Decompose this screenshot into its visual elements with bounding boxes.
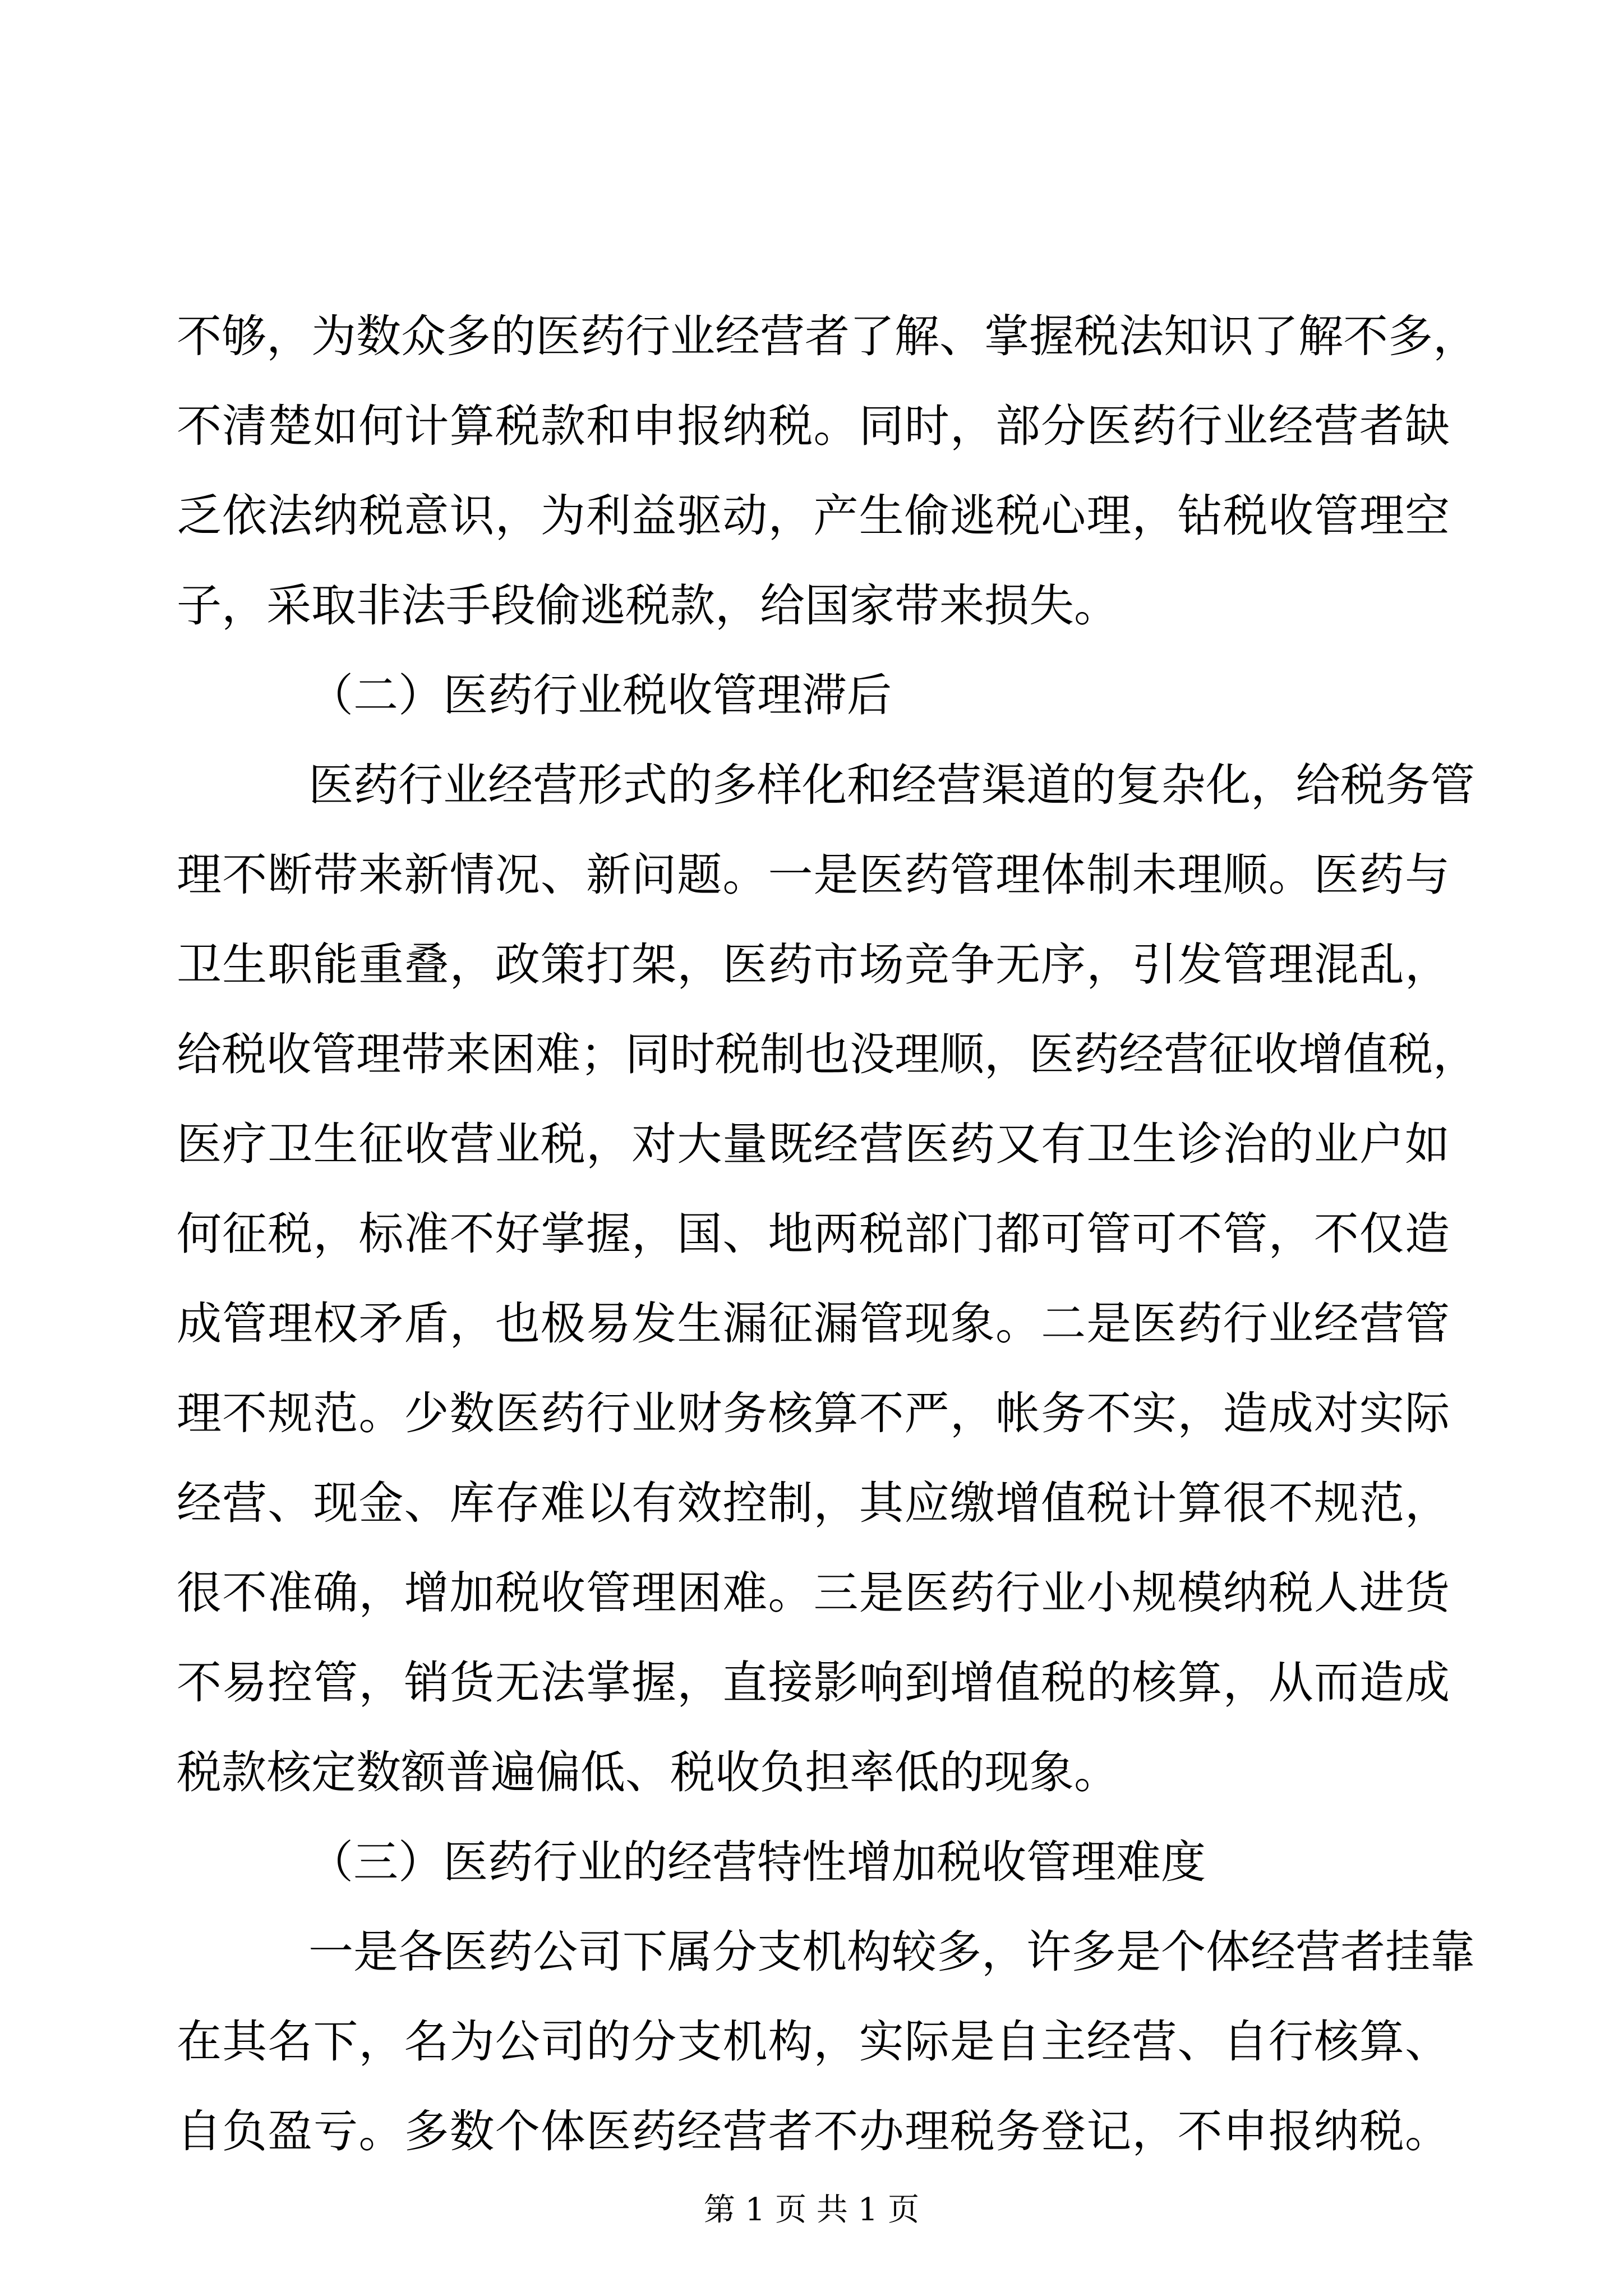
body-text-line: 不清楚如何计算税款和申报纳税。同时，部分医药行业经营者缺 (177, 400, 1450, 452)
body-text-line: 卫生职能重叠，政策打架，医药市场竞争无序，引发管理混乱， (177, 938, 1450, 991)
body-text-line: 给税收管理带来困难；同时税制也没理顺，医药经营征收增值税， (177, 1028, 1478, 1080)
paragraph-first-line: 医药行业经营形式的多样化和经营渠道的复杂化，给税务管 (308, 759, 1475, 811)
body-text-line: 医疗卫生征收营业税，对大量既经营医药又有卫生诊治的业户如 (177, 1118, 1450, 1170)
body-text-line: 理不规范。少数医药行业财务核算不严，帐务不实，造成对实际 (177, 1387, 1450, 1439)
section-heading: （三）医药行业的经营特性增加税收管理难度 (308, 1836, 1206, 1888)
section-heading: （二）医药行业税收管理滞后 (308, 669, 892, 721)
body-text-line: 税款核定数额普遍偏低、税收负担率低的现象。 (177, 1746, 1119, 1798)
body-text-line: 成管理权矛盾，也极易发生漏征漏管现象。二是医药行业经营管 (177, 1297, 1450, 1350)
body-text-line: 何征税，标准不好掌握，国、地两税部门都可管可不管，不仅造 (177, 1208, 1450, 1260)
body-text-line: 子，采取非法手段偷逃税款，给国家带来损失。 (177, 579, 1119, 632)
body-text-line: 理不断带来新情况、新问题。一是医药管理体制未理顺。医药与 (177, 849, 1450, 901)
body-text-line: 很不准确，增加税收管理困难。三是医药行业小规模纳税人进货 (177, 1567, 1450, 1619)
page-footer: 第 1 页 共 1 页 (703, 2192, 920, 2228)
body-text-line: 不够，为数众多的医药行业经营者了解、掌握税法知识了解不多， (177, 310, 1478, 362)
body-text-line: 乏依法纳税意识，为利益驱动，产生偷逃税心理，钻税收管理空 (177, 490, 1450, 542)
body-text-line: 自负盈亏。多数个体医药经营者不办理税务登记，不申报纳税。 (177, 2105, 1450, 2157)
paragraph-first-line: 一是各医药公司下属分支机构较多，许多是个体经营者挂靠 (308, 1926, 1475, 1978)
body-text-line: 在其名下，名为公司的分支机构，实际是自主经营、自行核算、 (177, 2016, 1450, 2068)
body-text-line: 经营、现金、库存难以有效控制，其应缴增值税计算很不规范， (177, 1477, 1450, 1529)
body-text-line: 不易控管，销货无法掌握，直接影响到增值税的核算，从而造成 (177, 1657, 1450, 1709)
